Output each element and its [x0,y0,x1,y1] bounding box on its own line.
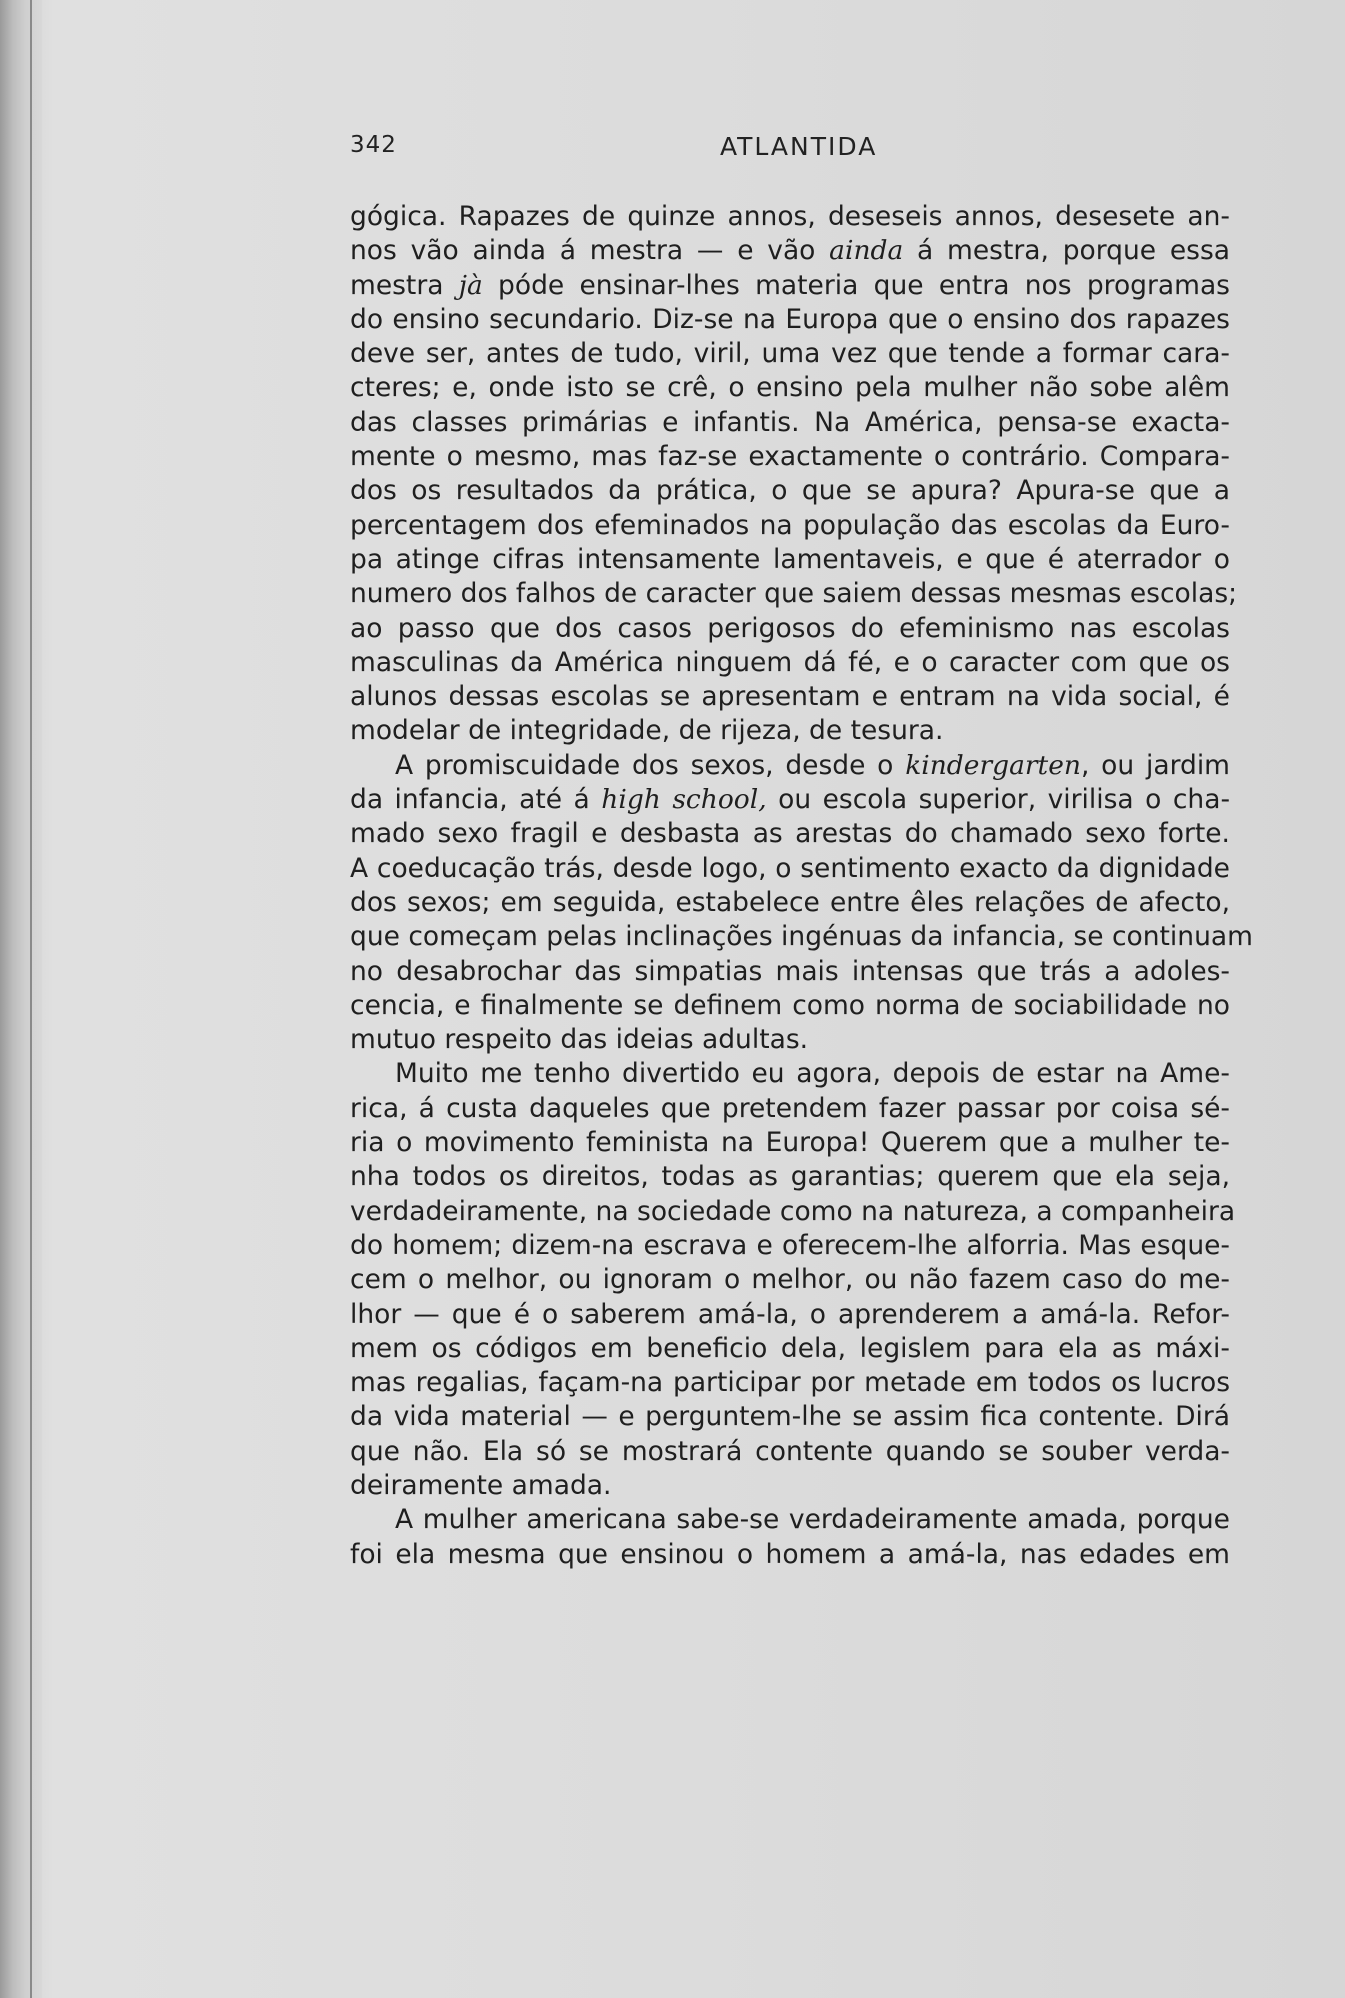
text-segment: que não. Ela só se mostrará contente quando se souber verda- [350,1435,1230,1467]
book-binding-edge [0,0,42,1998]
body-text [350,200,1253,1572]
text-segment: da vida material — e perguntem-lhe se assim fica contente. Dirá [350,1401,1230,1433]
text-segment: póde ensinar-lhes materia que entra nos programas [482,269,1230,301]
text-segment: percentagem dos efeminados na população das escolas da Euro- [350,509,1230,541]
text-segment: do ensino secundario. Diz-se na Europa que o ensino dos rapazes [350,303,1230,335]
text-segment: nha todos os direitos, todas as garantias; querem que ela seja, [350,1161,1230,1193]
running-title: ATLANTIDA [720,132,878,161]
text-segment: nos vão ainda á mestra — e vão [350,235,830,267]
text-segment: deiramente amada. [350,1469,612,1501]
text-line [350,1332,1230,1366]
text-segment: da infancia, até á [350,784,602,816]
text-segment: mem os códigos em beneficio dela, legislem para ela as máxi- [350,1332,1230,1364]
text-line [350,371,1230,405]
text-line [350,269,1230,303]
text-segment: alunos dessas escolas se apresentam e entram na vida social, é [350,681,1230,713]
binding-shadow-line [30,0,32,1998]
text-segment: verdadeiramente, na sociedade como na natureza, a companheira [350,1195,1236,1227]
text-segment: dos os resultados da prática, o que se apura? Apura-se que a [350,475,1230,507]
text-segment: mente o mesmo, mas faz-se exactamente o contrário. Compara- [350,441,1230,473]
text-line [350,1298,1230,1332]
text-line [350,1400,1230,1434]
italic-term: high school, [601,784,767,816]
text-line [350,783,1230,817]
text-line [350,1229,1230,1263]
italic-term: kindergarten [905,749,1081,781]
text-segment: pa atinge cifras intensamente lamentaveis, e que é aterrador o [350,543,1230,575]
text-line [350,1469,1230,1503]
text-line [350,1160,1230,1194]
text-segment: foi ela mesma que ensinou o homem a amá-la, nas edades em [350,1538,1230,1570]
text-line [350,474,1230,508]
text-line [350,1366,1230,1400]
text-line [350,1435,1230,1469]
text-line [350,577,1238,611]
text-line [350,1023,1230,1057]
text-segment: rica, á custa daqueles que pretendem fazer passar por coisa sé- [350,1092,1230,1124]
text-segment: mutuo respeito das ideias adultas. [350,1024,809,1056]
text-line [350,817,1230,851]
text-line [350,234,1230,268]
text-segment: no desabrochar das simpatias mais intensas que trás a adoles- [350,955,1230,987]
text-line [350,612,1230,646]
text-line [350,955,1230,989]
text-segment: á mestra, porque essa [903,235,1230,267]
text-segment: , ou jardim [1080,749,1230,781]
text-segment: cem o melhor, ou ignoram o melhor, ou não fazem caso do me- [350,1264,1230,1296]
text-segment: cteres; e, onde isto se crê, o ensino pela mulher não sobe alêm [350,372,1230,404]
text-line [350,714,1230,748]
text-line [350,1503,1230,1537]
page-header [350,132,1230,168]
text-line [350,406,1230,440]
text-segment: mado sexo fragil e desbasta as arestas do chamado sexo forte. [350,818,1230,850]
text-segment: A mulher americana sabe-se verdadeiramente amada, porque [395,1504,1230,1536]
text-segment: modelar de integridade, de rijeza, de tesura. [350,715,944,747]
text-segment: A promiscuidade dos sexos, desde o [395,749,906,781]
text-line [350,1263,1230,1297]
text-segment: mas regalias, façam-na participar por metade em todos os lucros [350,1367,1230,1399]
text-line [350,1195,1236,1229]
text-segment: gógica. Rapazes de quinze annos, deseseis annos, desesete an- [350,201,1230,232]
text-segment: A coeducação trás, desde logo, o sentimento exacto da dignidade [350,852,1230,884]
text-line [350,543,1230,577]
text-line [350,886,1230,920]
text-segment: mestra [350,269,459,301]
text-segment: Muito me tenho divertido eu agora, depois de estar na Ame- [395,1058,1230,1090]
text-segment: deve ser, antes de tudo, viril, uma vez que tende a formar cara- [350,338,1230,370]
text-segment: do homem; dizem-na escrava e oferecem-lhe alforria. Mas esque- [350,1229,1230,1261]
text-segment: ria o movimento feminista na Europa! Querem que a mulher te- [350,1127,1230,1159]
text-line [350,1057,1230,1091]
text-line [350,1538,1230,1572]
text-line [350,1092,1230,1126]
text-segment: cencia, e finalmente se definem como norma de sociabilidade no [350,989,1230,1021]
text-line [350,303,1230,337]
text-line [350,337,1230,371]
text-segment: ao passo que dos casos perigosos do efeminismo nas escolas [350,612,1230,644]
italic-term: ainda [829,235,904,267]
text-line [350,749,1230,783]
text-segment: das classes primárias e infantis. Na América, pensa-se exacta- [350,406,1230,438]
text-line [350,200,1230,234]
text-line [350,920,1253,954]
text-line [350,852,1230,886]
text-segment: que começam pelas inclinações ingénuas da infancia, se continuam [350,921,1253,953]
text-line [350,646,1230,680]
text-segment: numero dos falhos de caracter que saiem dessas mesmas escolas; [350,578,1238,610]
text-line [350,680,1230,714]
italic-term: jà [458,269,483,301]
text-segment: dos sexos; em seguida, estabelece entre êles relações de afecto, [350,886,1230,918]
text-line [350,989,1230,1023]
page-number: 342 [350,132,397,158]
text-segment: lhor — que é o saberem amá-la, o aprenderem a amá-la. Refor- [350,1298,1230,1330]
text-line [350,1126,1230,1160]
text-line [350,509,1230,543]
text-segment: masculinas da América ninguem dá fé, e o caracter com que os [350,646,1230,678]
text-segment: ou escola superior, virilisa o cha- [766,784,1231,816]
text-line [350,440,1230,474]
